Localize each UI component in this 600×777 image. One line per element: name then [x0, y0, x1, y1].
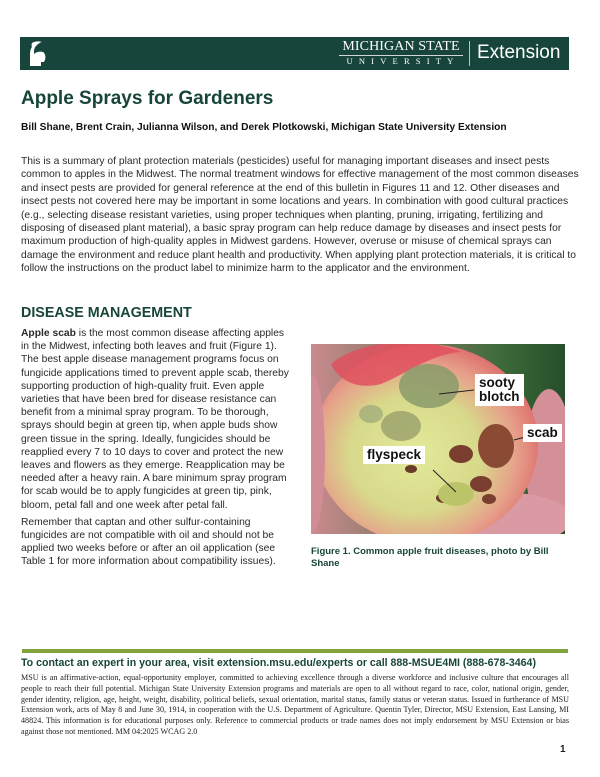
sooty-blotch-label: sooty blotch — [475, 374, 524, 406]
page-number: 1 — [560, 744, 566, 755]
apple-scab-paragraph — [21, 327, 291, 512]
footer-rule — [22, 649, 568, 653]
contact-expert-line: To contact an expert in your area, visit extension.msu.edu/experts or call 888-MSUE4MI (888-678-3464) — [21, 657, 536, 669]
disease-management-body — [21, 327, 291, 573]
scab-label: scab — [523, 424, 562, 442]
spartan-helmet-icon — [24, 40, 50, 68]
flyspeck-label: flyspeck — [363, 446, 425, 464]
extension-label: Extension — [477, 42, 561, 63]
msu-extension-header-bar — [20, 37, 569, 70]
section-heading-disease-management: DISEASE MANAGEMENT — [21, 305, 192, 321]
footer-fine-print: MSU is an affirmative-action, equal-opportunity employer, committed to achieving excellence through a diverse workforce and inclusive culture that encourages all people to reach their full potential. Michigan State University Extension programs and materials are open to all without regard to race, color, national origin, gender, gender identity, religion, age, height, weight, disability, political beliefs, sexual orientation, marital status, family status or veteran status. Issued in furtherance of MSU Extension work, acts of May 8 and June 30, 1914, in cooperation with the U.S. Department of Agriculture. Quentin Tyler, Director, MSU Extension, East Lansing, MI 48824. This information is for educational purposes only. Reference to commercial products or trade names does not imply endorsement by MSU Extension or bias against those not mentioned. MM 04:2025 WCAG 2.0 — [21, 673, 569, 736]
figure-1-caption: Figure 1. Common apple fruit diseases, photo by Bill Shane — [311, 546, 549, 569]
authors-line: Bill Shane, Brent Crain, Julianna Wilson, and Derek Plotkowski, Michigan State University Extension — [21, 122, 507, 133]
msu-wordmark-line1: MICHIGAN STATE — [339, 40, 463, 56]
apple-disease-photo — [311, 344, 565, 534]
header-divider — [469, 41, 470, 66]
apple-scab-term: Apple scab — [21, 328, 76, 339]
apple-scab-text: is the most common disease affecting apples in the Midwest, infecting both leaves and fruit (Figure 1). The best apple disease management programs focus on fungicide applications timed to prevent apple scab, thereby supporting production of high-quality fruit. Even apple varieties that have been bred for disease resistance can benefit from a minimal spray program. To be thorough, sprays should begin at green tip, when apple buds show green tissue in the spring. Ideally, fungicides should be reapplied every 7 to 10 days to cover and protect the new leaves and flowers as they emerge. Reapplication may be needed after a heavy rain. A bare minimum spray program for scab would be to apply fungicides at green tip, pink, bloom, petal fall and one week after petal fall. — [21, 328, 289, 511]
page-title: Apple Sprays for Gardeners — [21, 88, 274, 109]
msu-wordmark-line2: UNIVERSITY — [346, 56, 460, 66]
captan-compatibility-paragraph: Remember that captan and other sulfur-containing fungicides are not compatible with oil and should not be applied two weeks before or after an oil application (see Table 1 for more information about compatibility issues). — [21, 516, 276, 568]
intro-paragraph: This is a summary of plant protection materials (pesticides) useful for managing important diseases and insect pests common to apples in the Midwest. The normal treatment windows for effective management of the most common diseases and insect pests are provided for general reference at the end of this bulletin in Figures 11 and 12. Other diseases and insect pests not covered here may be important in some locations and years. In combination with good cultural practices (e.g., selecting disease resistant varieties, using proper techniques when planting, pruning, irrigating, fertilizing and disposing of diseased plant material), a basic spray program can help reduce damage by diseases and insect pests for maximum production of high-quality apples in Midwest gardens. However, overuse or misuse of chemical sprays can damage the environment and reduce plant health and productivity. When applying plant protection materials, it is critical to follow the instructions on the product label to minimize harm to the applicator and the environment. — [21, 156, 579, 275]
msu-wordmark — [339, 40, 463, 67]
